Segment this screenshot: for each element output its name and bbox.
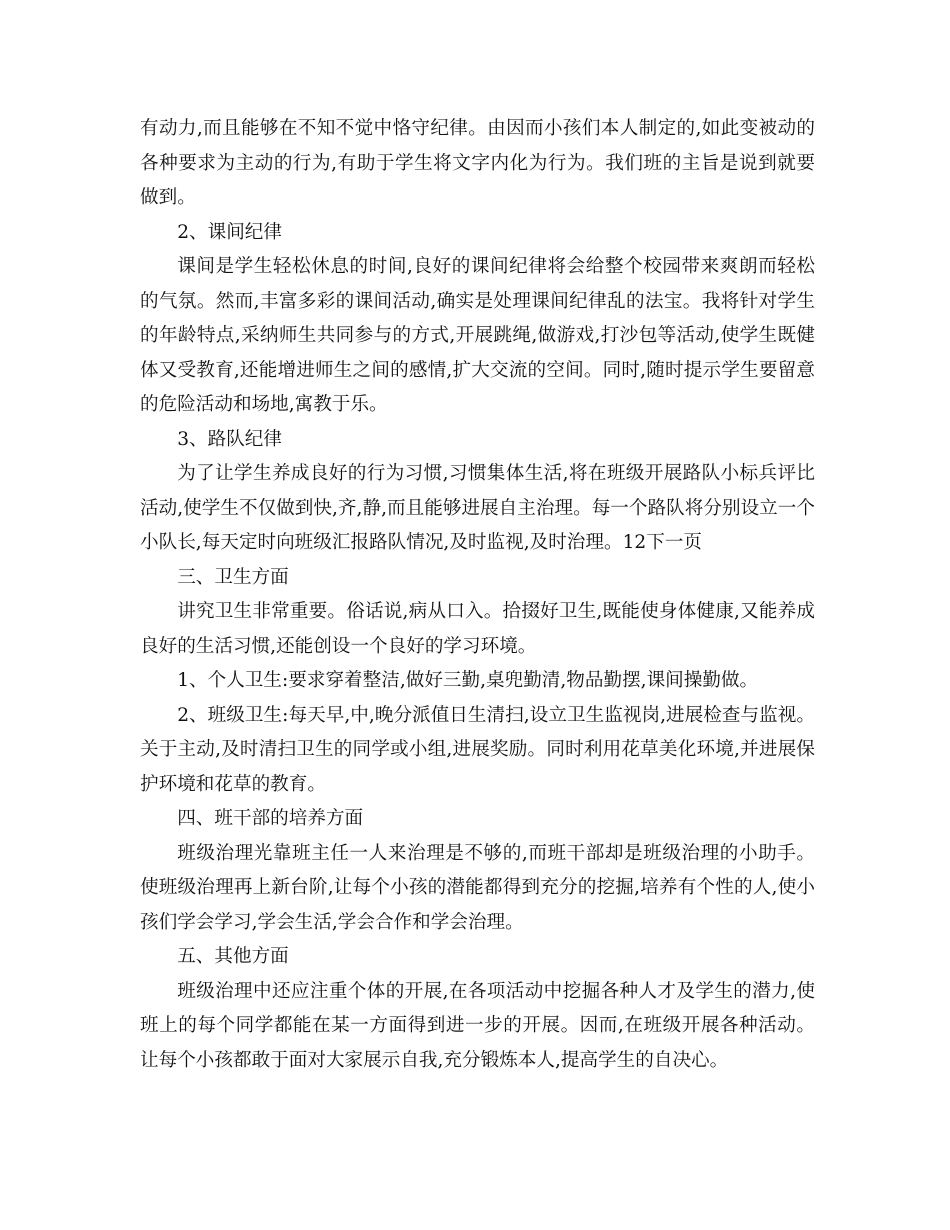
paragraph-queue-discipline: 为了让学生养成良好的行为习惯,习惯集体生活,将在班级开展路队小标兵评比活动,使学生不仅做到快,齐,静,而且能够进展自主治理。每一个路队将分别设立一个小队长,每天定时向班级汇报路队情况,及时监视,及时治理。12下一页 <box>140 463 815 553</box>
heading-queue-discipline: 3、路队纪律 <box>177 428 282 450</box>
heading-recess-discipline: 2、课间纪律 <box>177 221 282 243</box>
paragraph-hygiene-intro: 讲究卫生非常重要。俗话说,病从口入。拾掇好卫生,既能使身体健康,又能养成良好的生活习惯,还能创设一个良好的学习环境。 <box>140 601 815 657</box>
paragraph-recess-discipline: 课间是学生轻松休息的时间,良好的课间纪律将会给整个校园带来爽朗而轻松的气氛。然而,丰富多彩的课间活动,确实是处理课间纪律乱的法宝。我将针对学生的年龄特点,采纳师生共同参与的方式,开展跳绳,做游戏,打沙包等活动,使学生既健体又受教育,还能增进师生之间的感情,扩大交流的空间。同时,随时提示学生要留意的危险活动和场地,寓教于乐。 <box>140 256 815 415</box>
heading-other-aspects: 五、其他方面 <box>177 946 289 967</box>
heading-class-cadres: 四、班干部的培养方面 <box>177 808 364 829</box>
paragraph-continuation: 有动力,而且能够在不知不觉中恪守纪律。由因而小孩们本人制定的,如此变被动的各种要求为主动的行为,有助于学生将文字内化为行为。我们班的主旨是说到就要做到。 <box>140 118 815 208</box>
paragraph-class-hygiene: 2、班级卫生:每天早,中,晚分派值日生清扫,设立卫生监视岗,进展检查与监视。关于主动,及时清扫卫生的同学或小组,进展奖励。同时利用花草美化环境,并进展保护环境和花草的教育。 <box>140 704 815 795</box>
paragraph-personal-hygiene: 1、个人卫生:要求穿着整洁,做好三勤,桌兜勤清,物品勤摆,课间操勤做。 <box>177 670 759 691</box>
paragraph-other-aspects: 班级治理中还应注重个体的开展,在各项活动中挖掘各种人才及学生的潜力,使班上的每个同学都能在某一方面得到进一步的开展。因而,在班级开展各种活动。让每个小孩都敢于面对大家展示自我,充分锻炼本人,提高学生的自决心。 <box>140 980 815 1071</box>
document-body <box>140 112 815 1078</box>
paragraph-class-cadres: 班级治理光靠班主任一人来治理是不够的,而班干部却是班级治理的小助手。使班级治理再上新台阶,让每个小孩的潜能都得到充分的挖掘,培养有个性的人,使小孩们学会学习,学会生活,学会合作和学会治理。 <box>140 842 815 933</box>
heading-hygiene: 三、卫生方面 <box>177 566 289 588</box>
